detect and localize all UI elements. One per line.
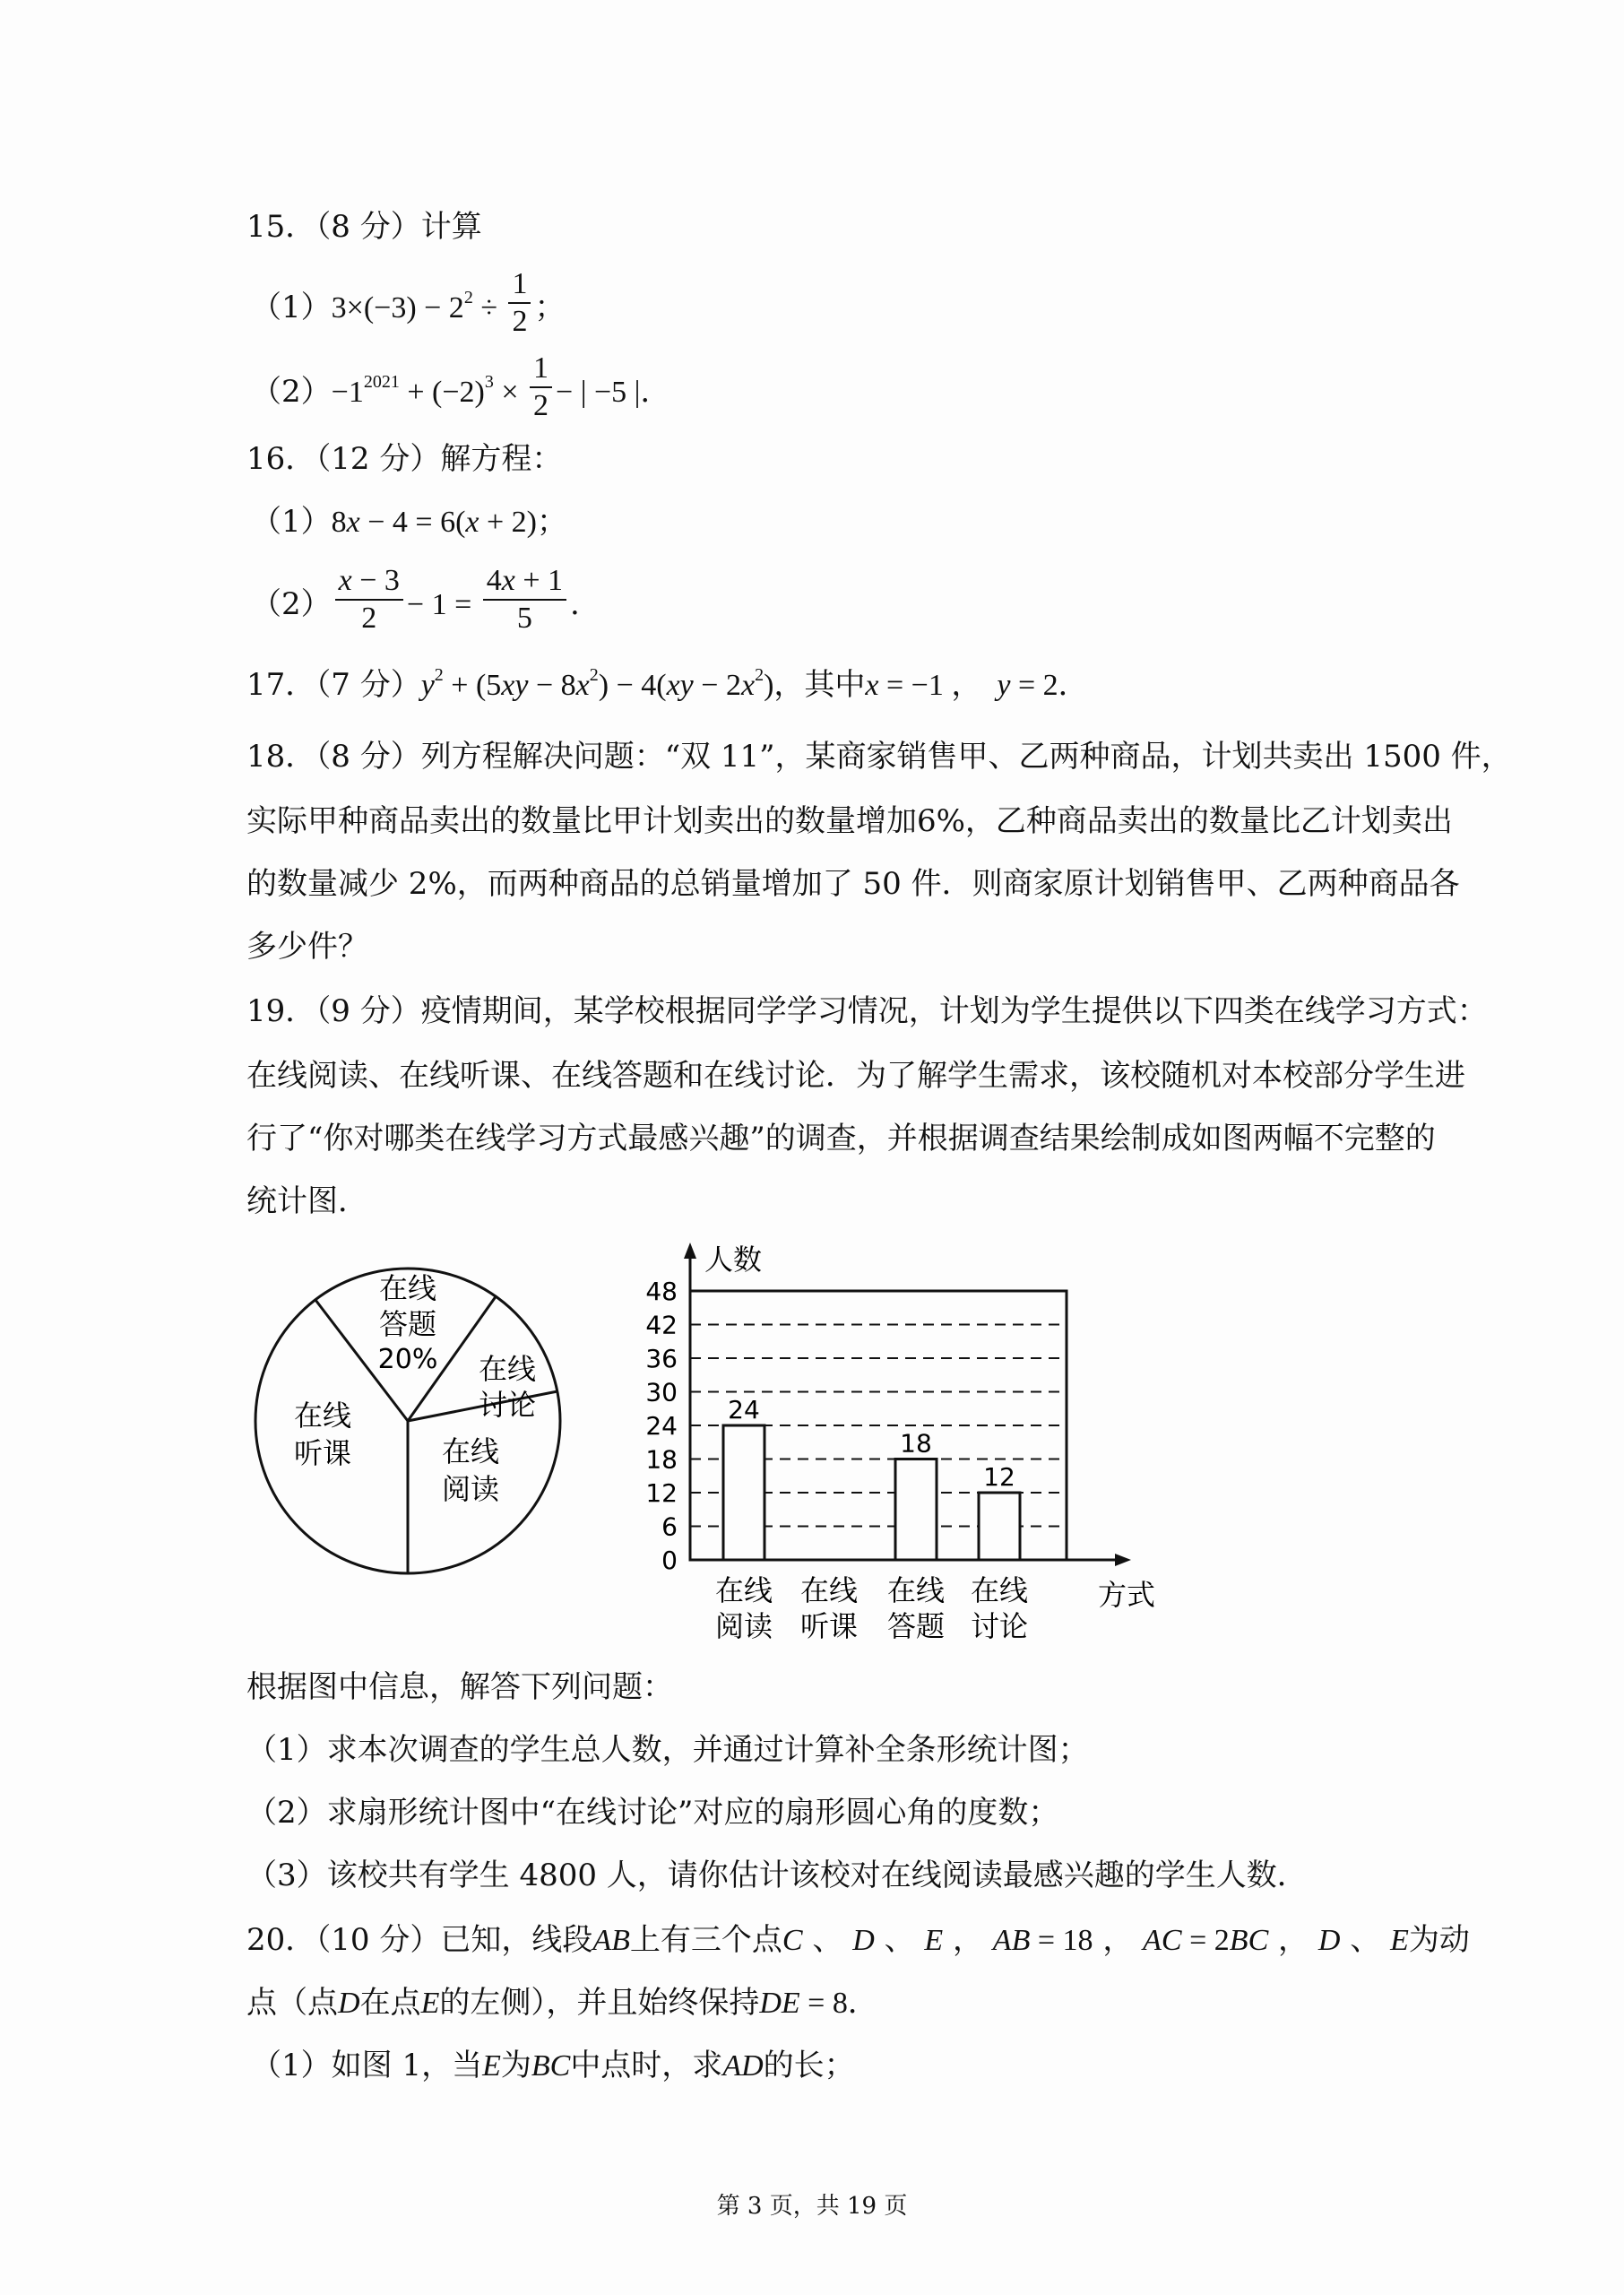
q19-line1: 19．（9 分）疫情期间，某学校根据同学学习情况，计划为学生提供以下四类在线学习方式： [246, 993, 1488, 1029]
x-category-label: 在线 [970, 1573, 1029, 1607]
y-tick-label: 30 [645, 1377, 678, 1407]
q19-instructions: 根据图中信息，解答下列问题： [246, 1669, 673, 1705]
bar-chart [645, 1243, 1155, 1643]
pie-chart [255, 1269, 560, 1573]
q20-sub1: （1）如图 1，当E为BC中点时，求AD的长； [251, 2048, 855, 2083]
q19-line4: 统计图． [246, 1183, 368, 1219]
bar [895, 1459, 937, 1561]
y-tick-label: 36 [645, 1344, 678, 1373]
pie-label-listen-line2: 听课 [293, 1436, 352, 1470]
pie-label-discuss-line2: 讨论 [478, 1388, 537, 1422]
q15-part2: $(2)-1^{2021} + (-2)^3$ × $\frac{1}{2}$ − | −5 |． [251, 351, 671, 422]
page-footer: 第 3 页，共 19 页 [716, 2193, 908, 2220]
q19-sub3: （3）该校共有学生 4800 人，请你估计该校对在线阅读最感兴趣的学生人数． [246, 1858, 1308, 1893]
pie-label-discuss-line1: 在线 [478, 1352, 537, 1386]
q20-line1: 20．（10 分）已知，线段AB上有三个点C 、 D 、 E ， AB = 18 ， AC = 2BC ， D 、 E为动 [246, 1922, 1470, 1958]
x-category-label: 在线 [799, 1573, 859, 1607]
bar-chart-yticks [645, 1277, 678, 1575]
bar-value-label: 12 [983, 1462, 1015, 1492]
x-category-label: 在线 [714, 1573, 773, 1607]
q16-part1: （1）8x − 4 = 6(x + 2)； [251, 504, 567, 540]
bar-chart-bars [723, 1395, 1020, 1560]
x-category-label: 讨论 [970, 1609, 1029, 1643]
pie-label-answer-line1: 在线 [378, 1271, 437, 1305]
y-tick-label: 0 [661, 1546, 678, 1575]
q20-line2: 点（点D在点E的左侧），并且始终保持DE = 8． [246, 1985, 878, 2021]
y-tick-label: 12 [645, 1478, 678, 1508]
x-axis-label: 方式 [1098, 1578, 1156, 1612]
bar [979, 1493, 1020, 1560]
x-category-label: 答题 [886, 1609, 946, 1643]
q19-sub1: （1）求本次调查的学生总人数，并通过计算补全条形统计图； [246, 1732, 1089, 1768]
pie-label-read-line2: 阅读 [441, 1472, 500, 1506]
y-tick-label: 24 [645, 1411, 678, 1441]
q19-line2: 在线阅读、在线听课、在线答题和在线讨论．为了解学生需求，该校随机对本校部分学生进 [246, 1058, 1465, 1094]
q16-header: 16．（12 分）解方程： [246, 441, 563, 477]
q15-part1: $(1)3\times(-3) - 2^2$ ÷ $\frac{1}{2}$ ； [251, 267, 566, 338]
y-axis-label: 人数 [704, 1243, 763, 1277]
q15-header: 15．（8 分）计算 [246, 209, 482, 245]
x-category-label: 阅读 [714, 1609, 773, 1643]
x-axis-arrow [1115, 1554, 1131, 1566]
statistics-figure [242, 1237, 1192, 1658]
q18-line4: 多少件？ [246, 929, 368, 965]
q18-line2: 实际甲种商品卖出的数量比甲计划卖出的数量增加6%，乙种商品卖出的数量比乙计划卖出 [246, 803, 1453, 839]
q19-line3: 行了“你对哪类在线学习方式最感兴趣”的调查，并根据调查结果绘制成如图两幅不完整的 [246, 1121, 1436, 1156]
q18-line3: 的数量减少 2%，而两种商品的总销量增加了 50 件．则商家原计划销售甲、乙两种商品各 [246, 866, 1460, 902]
bar-value-label: 18 [900, 1428, 932, 1459]
y-axis-arrow [684, 1243, 696, 1259]
y-tick-label: 18 [645, 1444, 678, 1475]
q16-part2: （2） $\frac{x - 3}{2}$ − 1 = $\frac{4x + 1}{5}$ ． [251, 564, 601, 635]
pie-label-answer-percent: 20% [377, 1344, 438, 1375]
bar [723, 1425, 764, 1560]
y-tick-label: 6 [661, 1511, 678, 1542]
bar-value-label: 24 [728, 1395, 760, 1425]
q19-sub2: （2）求扇形统计图中“在线讨论”对应的扇形圆心角的度数； [246, 1795, 1059, 1831]
q18-line1: 18．（8 分）列方程解决问题：“双 11”，某商家销售甲、乙两种商品，计划共卖出 1500 件， [246, 739, 1512, 775]
pie-label-listen-line1: 在线 [293, 1399, 352, 1433]
pie-label-read-line1: 在线 [441, 1434, 500, 1468]
y-tick-label: 42 [645, 1310, 678, 1340]
bar-chart-xlabels [715, 1573, 1028, 1643]
x-category-label: 听课 [799, 1609, 859, 1643]
pie-label-answer-line2: 答题 [378, 1307, 437, 1341]
q17-line: 17．（7 分）$y^2 + (5xy - 8x^2) - 4(xy - 2x^2)$，其中x = −1 ， y = 2． [246, 665, 1089, 703]
x-category-label: 在线 [886, 1573, 946, 1607]
y-tick-label: 48 [645, 1277, 678, 1306]
